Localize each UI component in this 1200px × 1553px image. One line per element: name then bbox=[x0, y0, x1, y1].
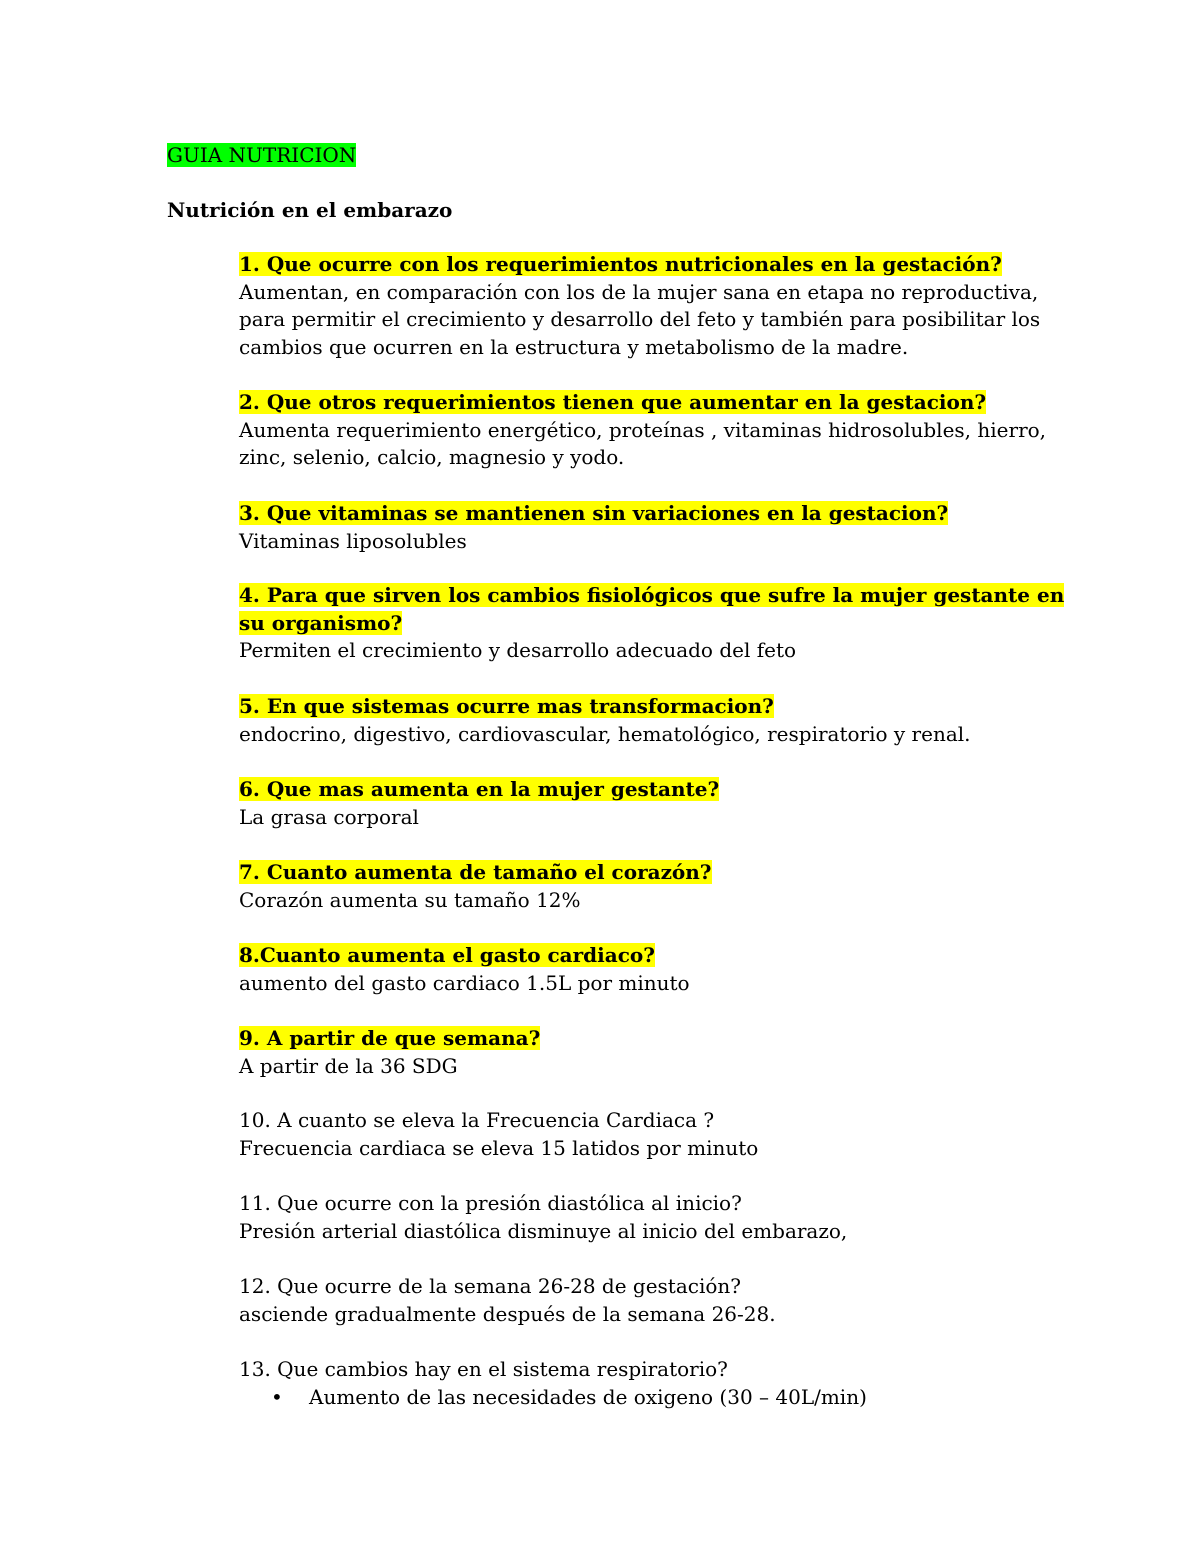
question-4: 4. Para que sirven los cambios fisiológicos que sufre la mujer gestante en su organismo? bbox=[239, 583, 1065, 635]
answer-2: Aumenta requerimiento energético, proteínas , vitaminas hidrosolubles, hierro, zinc, selenio, calcio, magnesio y yodo. bbox=[239, 417, 1047, 470]
qa-item-3 bbox=[239, 500, 1069, 555]
qa-item-11 bbox=[239, 1190, 1069, 1245]
qa-item-5 bbox=[239, 693, 1069, 748]
qa-item-2 bbox=[239, 389, 1069, 472]
qa-item-4 bbox=[239, 582, 1069, 665]
question-10: 10. A cuanto se eleva la Frecuencia Cardiaca ? bbox=[239, 1108, 715, 1132]
question-8: 8.Cuanto aumenta el gasto cardiaco? bbox=[239, 943, 655, 967]
qa-item-10 bbox=[239, 1107, 1069, 1162]
qa-item-13 bbox=[239, 1356, 1069, 1411]
answer-7: Corazón aumenta su tamaño 12% bbox=[239, 887, 581, 912]
answer-4: Permiten el crecimiento y desarrollo adecuado del feto bbox=[239, 638, 797, 663]
question-5: 5. En que sistemas ocurre mas transformacion? bbox=[239, 694, 774, 718]
question-2: 2. Que otros requerimientos tienen que aumentar en la gestacion? bbox=[239, 390, 987, 414]
question-9: 9. A partir de que semana? bbox=[239, 1026, 541, 1050]
qa-item-7 bbox=[239, 859, 1069, 914]
answer-8: aumento del gasto cardiaco 1.5L por minuto bbox=[239, 970, 690, 995]
answer-3: Vitaminas liposolubles bbox=[239, 528, 467, 553]
answer-11: Presión arterial diastólica disminuye al inicio del embarazo, bbox=[239, 1218, 848, 1243]
qa-item-6 bbox=[239, 776, 1069, 831]
answer-12: asciende gradualmente después de la semana 26-28. bbox=[239, 1301, 776, 1326]
question-12: 12. Que ocurre de la semana 26-28 de gestación? bbox=[239, 1274, 742, 1298]
answer-1: Aumentan, en comparación con los de la mujer sana en etapa no reproductiva, para permitir el crecimiento y desarrollo del feto y también para posibilitar los cambios que ocurren en la estructura y metabolismo de la madre. bbox=[239, 279, 1041, 360]
answer-9: A partir de la 36 SDG bbox=[239, 1053, 458, 1078]
answer-10: Frecuencia cardiaca se eleva 15 latidos por minuto bbox=[239, 1135, 759, 1160]
section-heading: Nutrición en el embarazo bbox=[167, 198, 453, 222]
answer-5: endocrino, digestivo, cardiovascular, hematológico, respiratorio y renal. bbox=[239, 721, 971, 746]
list-item: • Aumento de las necesidades de oxigeno (30 – 40L/min) bbox=[239, 1384, 1069, 1412]
question-3: 3. Que vitaminas se mantienen sin variaciones en la gestacion? bbox=[239, 501, 949, 525]
qa-item-9 bbox=[239, 1025, 1069, 1080]
question-11: 11. Que ocurre con la presión diastólica al inicio? bbox=[239, 1191, 742, 1215]
bullet-icon: • bbox=[271, 1384, 283, 1409]
document-title: GUIA NUTRICION bbox=[167, 143, 357, 167]
qa-item-12 bbox=[239, 1273, 1069, 1328]
bullet-list-13 bbox=[239, 1384, 1069, 1412]
answer-6: La grasa corporal bbox=[239, 804, 419, 829]
qa-item-1 bbox=[239, 251, 1069, 362]
question-7: 7. Cuanto aumenta de tamaño el corazón? bbox=[239, 860, 712, 884]
question-6: 6. Que mas aumenta en la mujer gestante? bbox=[239, 777, 720, 801]
question-1: 1. Que ocurre con los requerimientos nutricionales en la gestación? bbox=[239, 252, 1002, 276]
qa-item-8 bbox=[239, 942, 1069, 997]
question-13: 13. Que cambios hay en el sistema respiratorio? bbox=[239, 1357, 728, 1381]
